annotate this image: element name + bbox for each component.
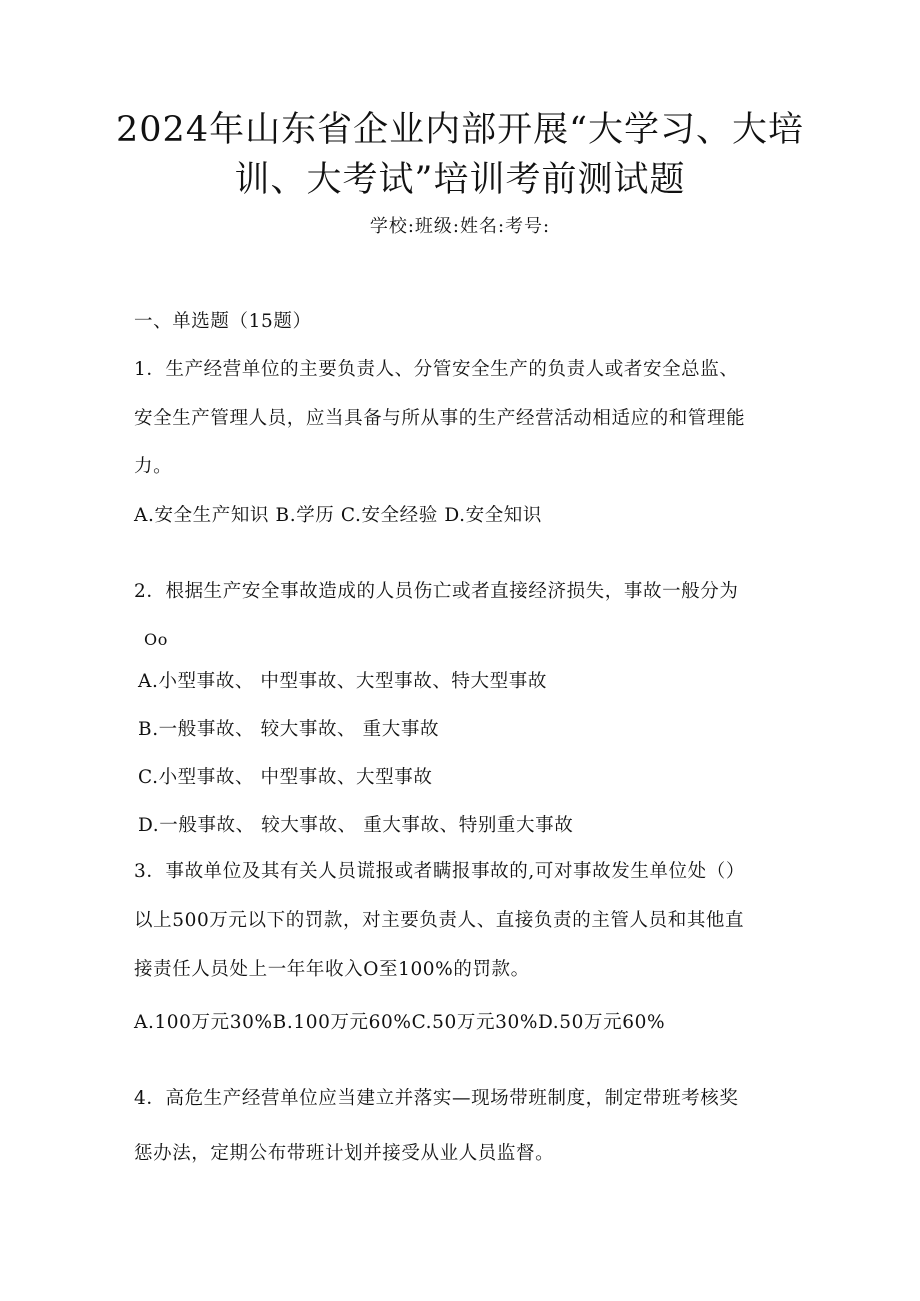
exam-title-line-2: 训、大考试”培训考前测试题 — [234, 160, 686, 200]
question-text-line: 力。 — [134, 456, 173, 477]
question-text-line: 接责任人员处上一年年收入O至100%的罚款。 — [134, 959, 530, 980]
option-a: A.小型事故、 中型事故、大型事故、特大型事故 — [138, 671, 547, 692]
question-text-line: 3．事故单位及其有关人员谎报或者瞒报事故的,可对事故发生单位处（） — [134, 861, 745, 882]
question-text-line: 惩办法，定期公布带班计划并接受从业人员监督。 — [134, 1143, 555, 1164]
question-text-line: 1．生产经营单位的主要负责人、分管安全生产的负责人或者安全总监、 — [134, 359, 739, 380]
option-d: D.一般事故、 较大事故、 重大事故、特别重大事故 — [138, 815, 574, 836]
question-options: A.100万元30%B.100万元60%C.50万元30%D.50万元60% — [134, 1012, 666, 1033]
question-options: A.安全生产知识 B.学历 C.安全经验 D.安全知识 — [134, 505, 542, 526]
question-text-line: Oo — [144, 630, 168, 649]
option-b: B.一般事故、 较大事故、 重大事故 — [138, 719, 440, 740]
student-info-line: 学校:班级:姓名:考号: — [369, 216, 551, 237]
question-text-line: 安全生产管理人员，应当具备与所从事的生产经营活动相适应的和管理能 — [134, 408, 746, 429]
question-text-line: 以上500万元以下的罚款，对主要负责人、直接负责的主管人员和其他直 — [134, 910, 745, 931]
section-heading: 一、单选题（15题） — [134, 311, 312, 332]
question-text-line: 2．根据生产安全事故造成的人员伤亡或者直接经济损失，事故一般分为 — [134, 581, 739, 602]
question-text-line: 4．高危生产经营单位应当建立并落实—现场带班制度，制定带班考核奖 — [134, 1088, 739, 1109]
option-c: C.小型事故、 中型事故、大型事故 — [138, 767, 433, 788]
exam-title-line-1: 2024年山东省企业内部开展“大学习、大培 — [116, 110, 804, 150]
